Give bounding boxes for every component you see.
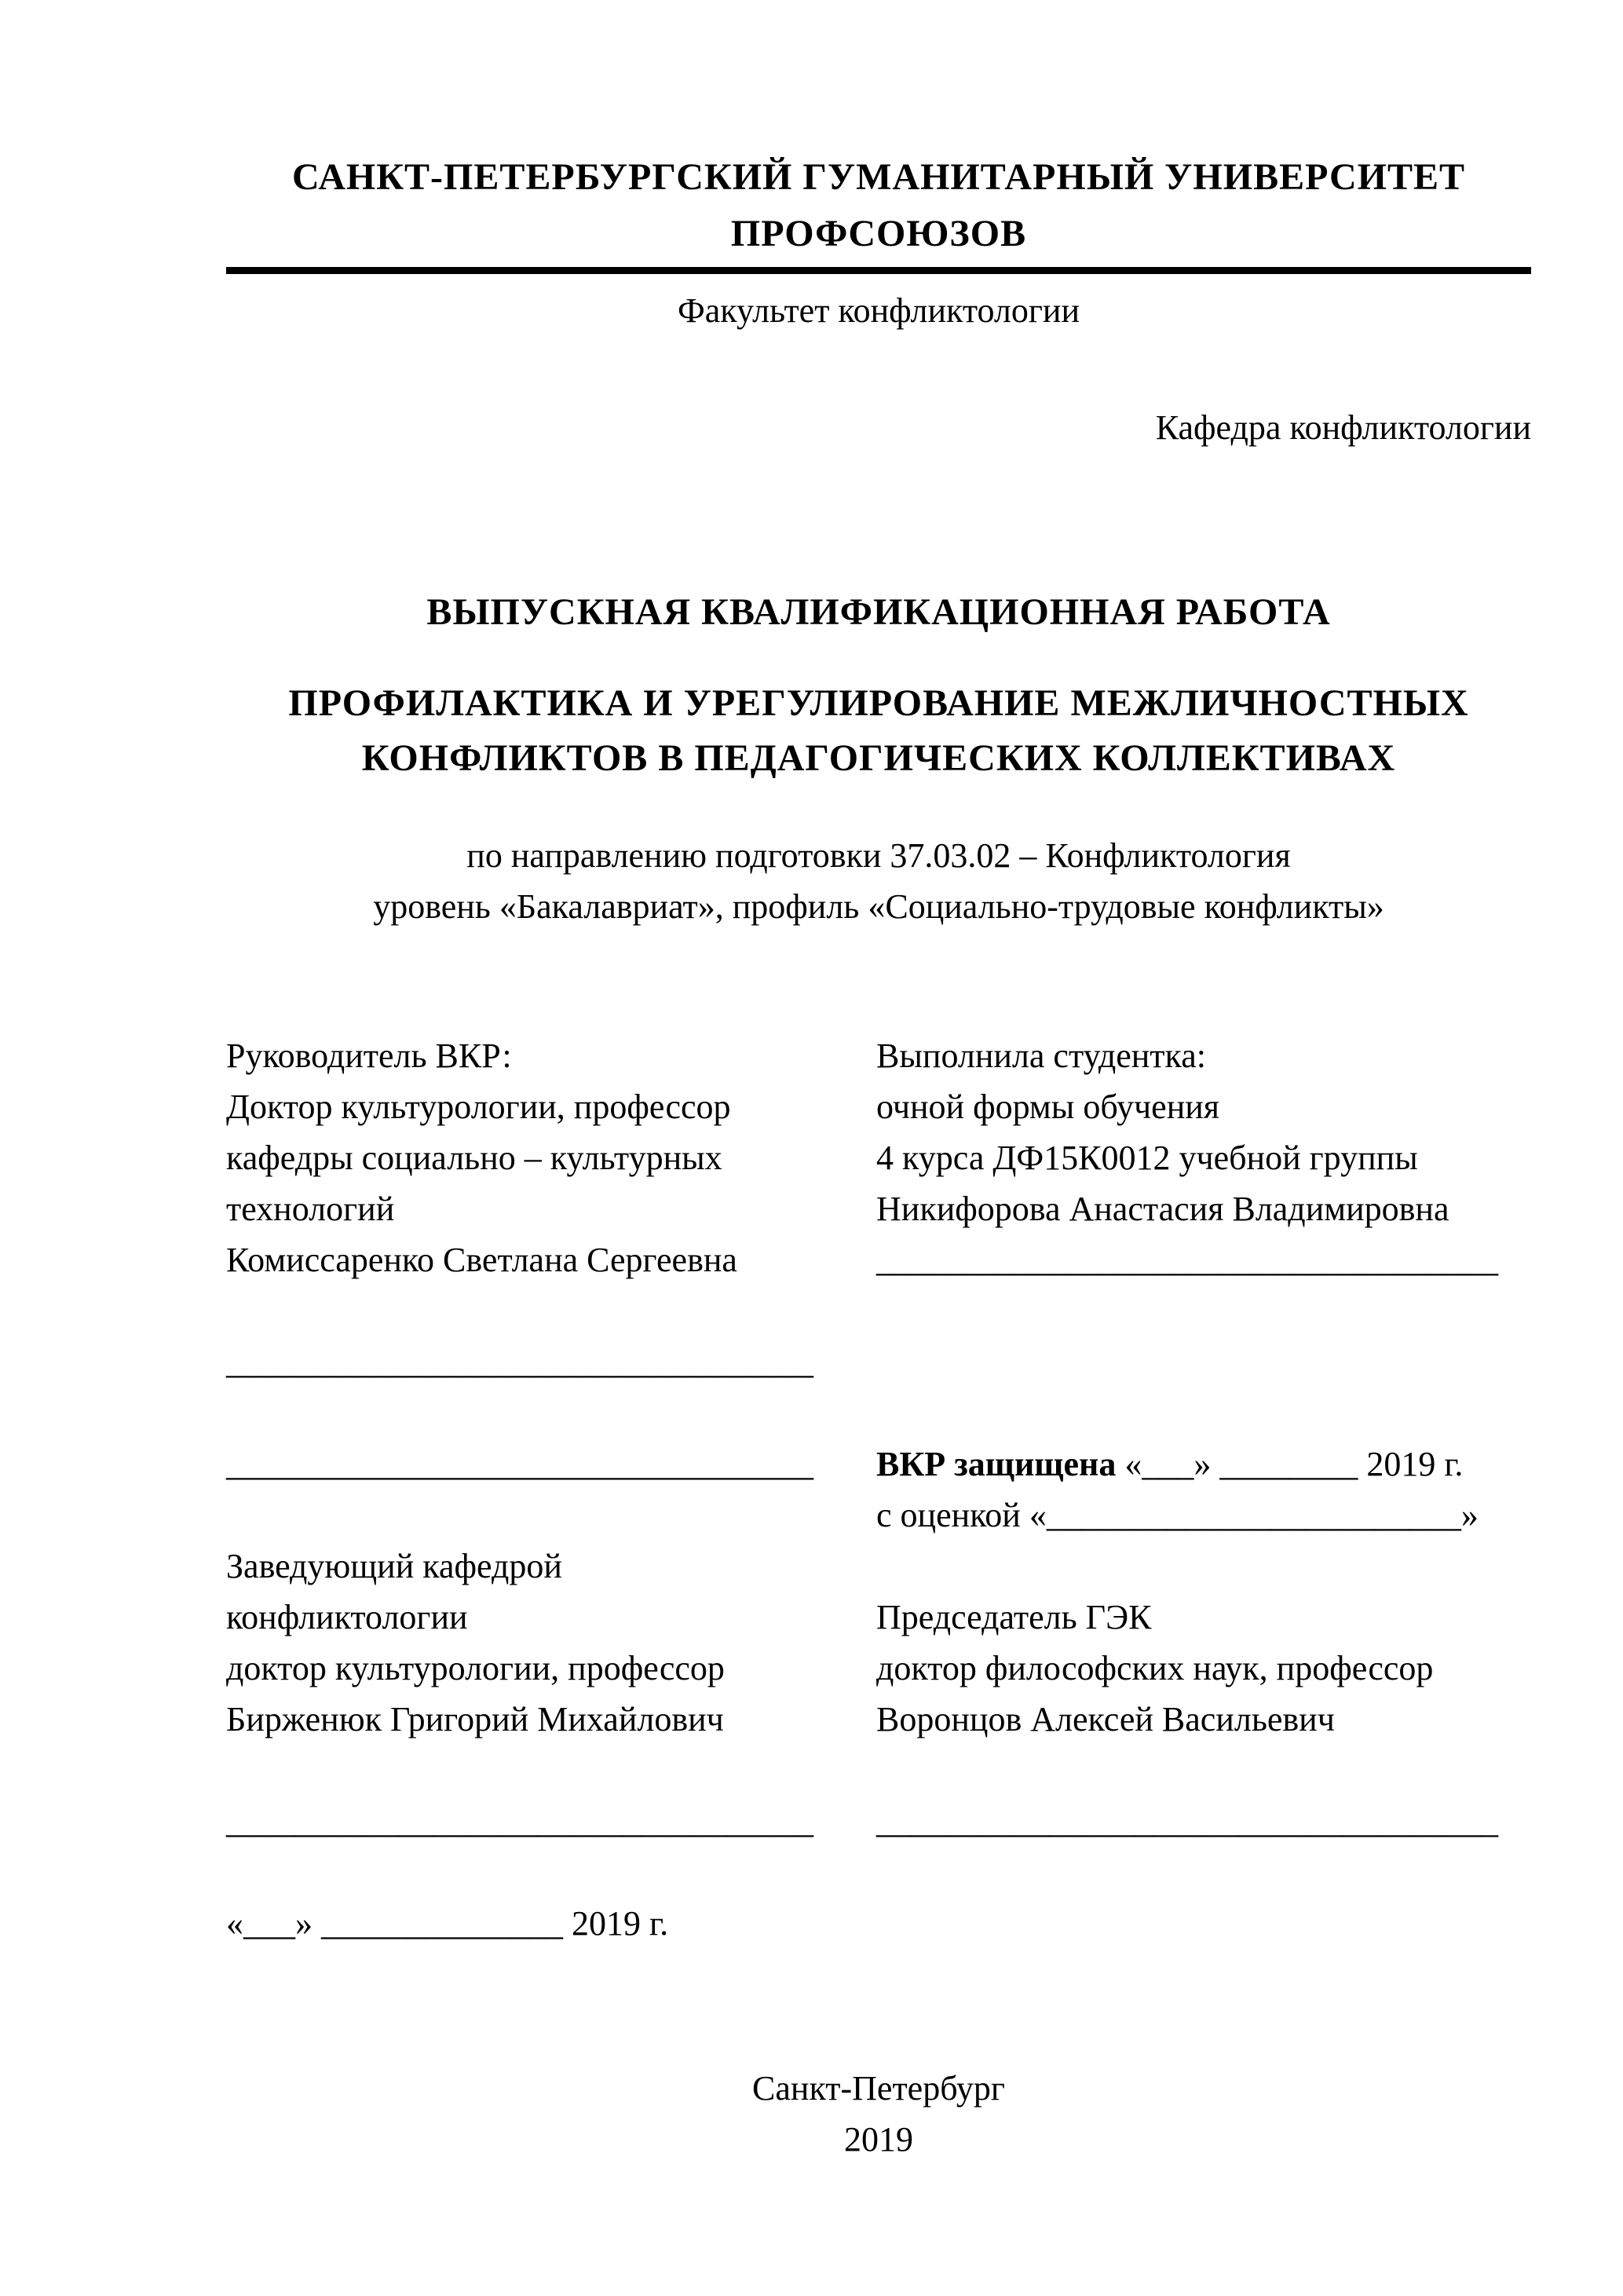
- text-line: [876, 1541, 1531, 1592]
- university-name-line1: САНКТ-ПЕТЕРБУРГСКИЙ ГУМАНИТАРНЫЙ УНИВЕРСИТЕТ: [291, 156, 1466, 198]
- footer: [226, 2063, 1531, 2165]
- faculty-line: Факультет конфликтологии: [677, 291, 1080, 330]
- text-line: ____________________________________: [876, 1802, 1498, 1841]
- text-line: [876, 1898, 1531, 1949]
- text-line: [876, 1336, 1531, 1387]
- text-line: Бирженюк Григорий Михайлович: [226, 1700, 724, 1738]
- text-line: [876, 1387, 1531, 1439]
- text-line: Председатель ГЭК: [876, 1598, 1152, 1636]
- department-line: Кафедра конфликтологии: [1155, 408, 1531, 447]
- header-rule: [226, 267, 1531, 274]
- year-line: 2019: [844, 2120, 913, 2159]
- text-line: __________________________________: [226, 1802, 813, 1841]
- text-line: технологий: [226, 1190, 395, 1228]
- text-line: 4 курса ДФ15К0012 учебной группы: [876, 1139, 1418, 1177]
- text-line: [226, 1490, 876, 1541]
- text-line: Заведующий кафедрой: [226, 1547, 562, 1585]
- university-name: [226, 149, 1531, 262]
- text-line: Никифорова Анастасия Владимировна: [876, 1190, 1449, 1228]
- text-line: очной формы обучения: [876, 1088, 1220, 1126]
- direction-line1: по направлению подготовки 37.03.02 – Конфликтология: [466, 836, 1291, 875]
- thesis-title: [226, 676, 1531, 786]
- text-line: [226, 1847, 876, 1898]
- supervisor-column: [226, 1030, 876, 1949]
- text-line: Воронцов Алексей Васильевич: [876, 1700, 1335, 1738]
- text-line: кафедры социально – культурных: [226, 1139, 722, 1177]
- text-line: [876, 1847, 1531, 1898]
- university-name-line2: ПРОФСОЮЗОВ: [730, 213, 1027, 254]
- thesis-title-line1: ПРОФИЛАКТИКА И УРЕГУЛИРОВАНИЕ МЕЖЛИЧНОСТНЫХ: [288, 682, 1469, 724]
- text-line: [226, 1745, 876, 1796]
- text-line: [876, 1745, 1531, 1796]
- text-line: Руководитель ВКР:: [226, 1036, 512, 1075]
- text-line: конфликтологии: [226, 1598, 468, 1636]
- text-line: Выполнила студентка:: [876, 1036, 1206, 1075]
- text-line: ____________________________________: [876, 1241, 1498, 1279]
- text-line: доктор культурологии, профессор: [226, 1649, 725, 1687]
- text-line: [876, 1285, 1531, 1336]
- signature-columns: [226, 1030, 1531, 1949]
- text-line: [226, 1285, 876, 1336]
- text-line: доктор философских наук, профессор: [876, 1649, 1434, 1687]
- text-line: __________________________________: [226, 1445, 813, 1483]
- student-column: [876, 1030, 1531, 1949]
- text-line: __________________________________: [226, 1343, 813, 1381]
- city-line: Санкт-Петербург: [752, 2069, 1005, 2108]
- text-line: «___» ______________ 2019 г.: [226, 1904, 669, 1943]
- direction-block: [226, 830, 1531, 932]
- text-line: с оценкой «________________________»: [876, 1496, 1479, 1534]
- work-type-heading: ВЫПУСКНАЯ КВАЛИФИКАЦИОННАЯ РАБОТА: [426, 591, 1331, 633]
- direction-line2: уровень «Бакалавриат», профиль «Социально-трудовые конфликты»: [373, 887, 1384, 926]
- text-line: Комиссаренко Светлана Сергеевна: [226, 1241, 737, 1279]
- text-line: [226, 1387, 876, 1439]
- text-line: ВКР защищена «___» ________ 2019 г.: [876, 1445, 1464, 1483]
- text-line: Доктор культурологии, профессор: [226, 1088, 731, 1126]
- thesis-title-line2: КОНФЛИКТОВ В ПЕДАГОГИЧЕСКИХ КОЛЛЕКТИВАХ: [361, 737, 1396, 779]
